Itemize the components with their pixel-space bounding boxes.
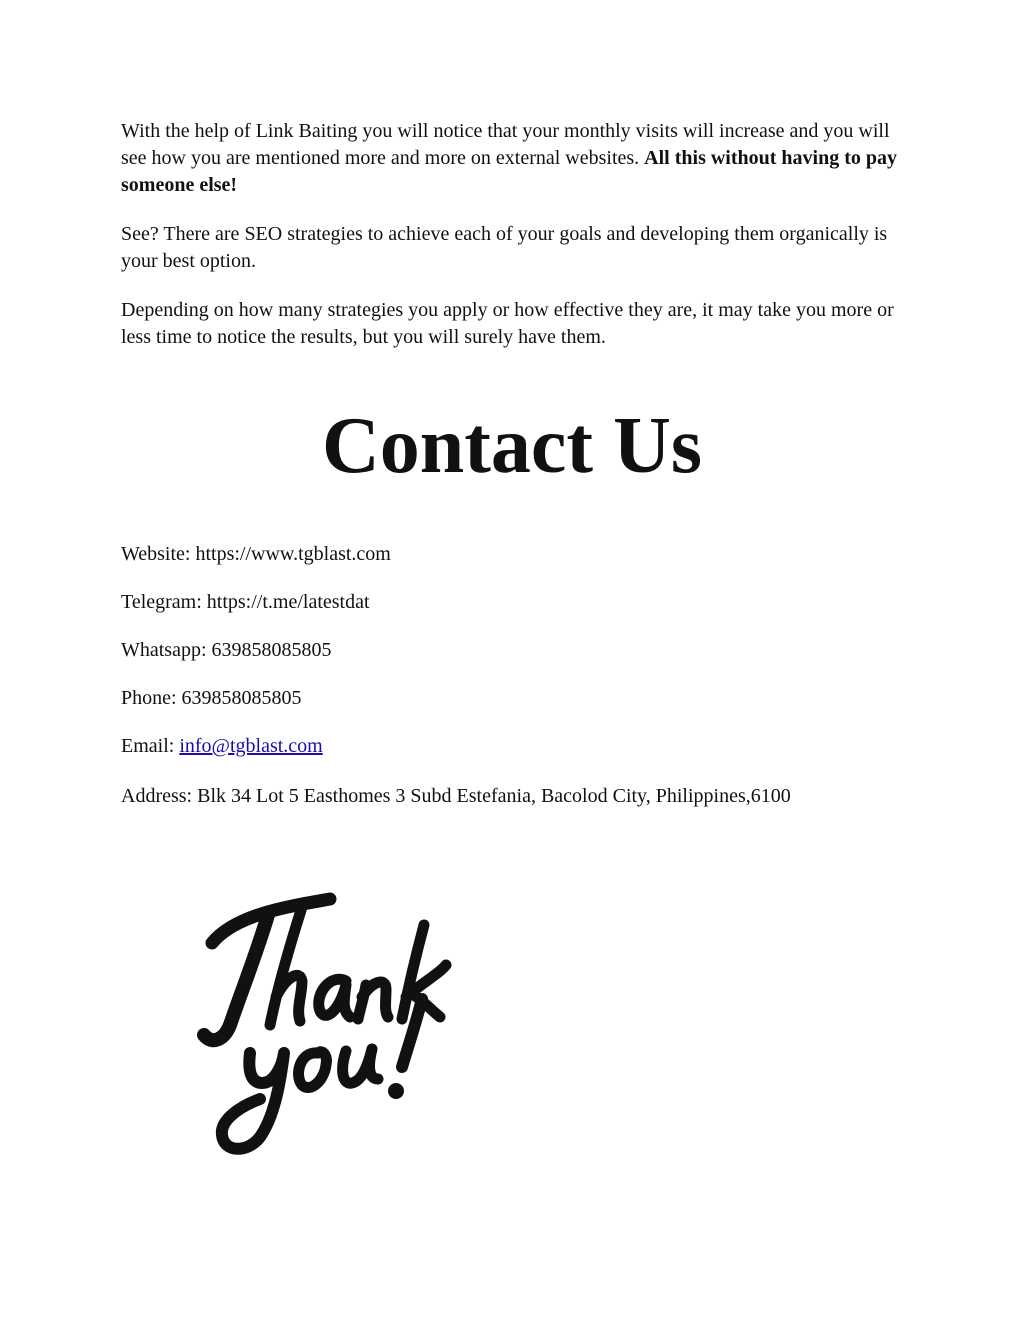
thank-you-letter-o [299, 1052, 327, 1088]
contact-email-label: Email: [121, 735, 180, 757]
thank-you-letter-y [222, 1053, 284, 1149]
document-page [121, 118, 903, 833]
intro-paragraph-3: Depending on how many strategies you apply or how effective they are, it may take you more or less time to notice the results, but you will surely have them. [121, 299, 894, 348]
intro-paragraph-1 [121, 118, 903, 199]
contact-website: Website: https://www.tgblast.com [121, 543, 391, 565]
contact-heading: Contact Us [322, 402, 702, 490]
contact-phone: Phone: 639858085805 [121, 687, 302, 709]
thank-you-graphic [190, 885, 480, 1160]
contact-email [121, 733, 903, 760]
thank-you-letter-a [319, 979, 350, 1017]
thank-you-letter-n [358, 982, 388, 1019]
contact-email-link[interactable]: info@tgblast.com [179, 735, 323, 757]
intro-paragraph-1-bold: All this without having to pay someone else! [121, 147, 898, 196]
contact-whatsapp: Whatsapp: 639858085805 [121, 639, 332, 661]
contact-telegram: Telegram: https://t.me/latestdat [121, 591, 370, 613]
thank-you-exclamation-dot [388, 1083, 404, 1099]
thank-you-letter-h [270, 907, 302, 1025]
intro-paragraph-2: See? There are SEO strategies to achieve each of your goals and developing them organically is your best option. [121, 223, 888, 272]
thank-you-letter-u [343, 1049, 378, 1083]
intro-paragraph-1-text: With the help of Link Baiting you will notice that your monthly visits will increase and you will see how you are mentioned more and more on external websites. [121, 120, 890, 169]
contact-address: Address: Blk 34 Lot 5 Easthomes 3 Subd Estefania, Bacolod City, Philippines,6100 [121, 785, 791, 807]
